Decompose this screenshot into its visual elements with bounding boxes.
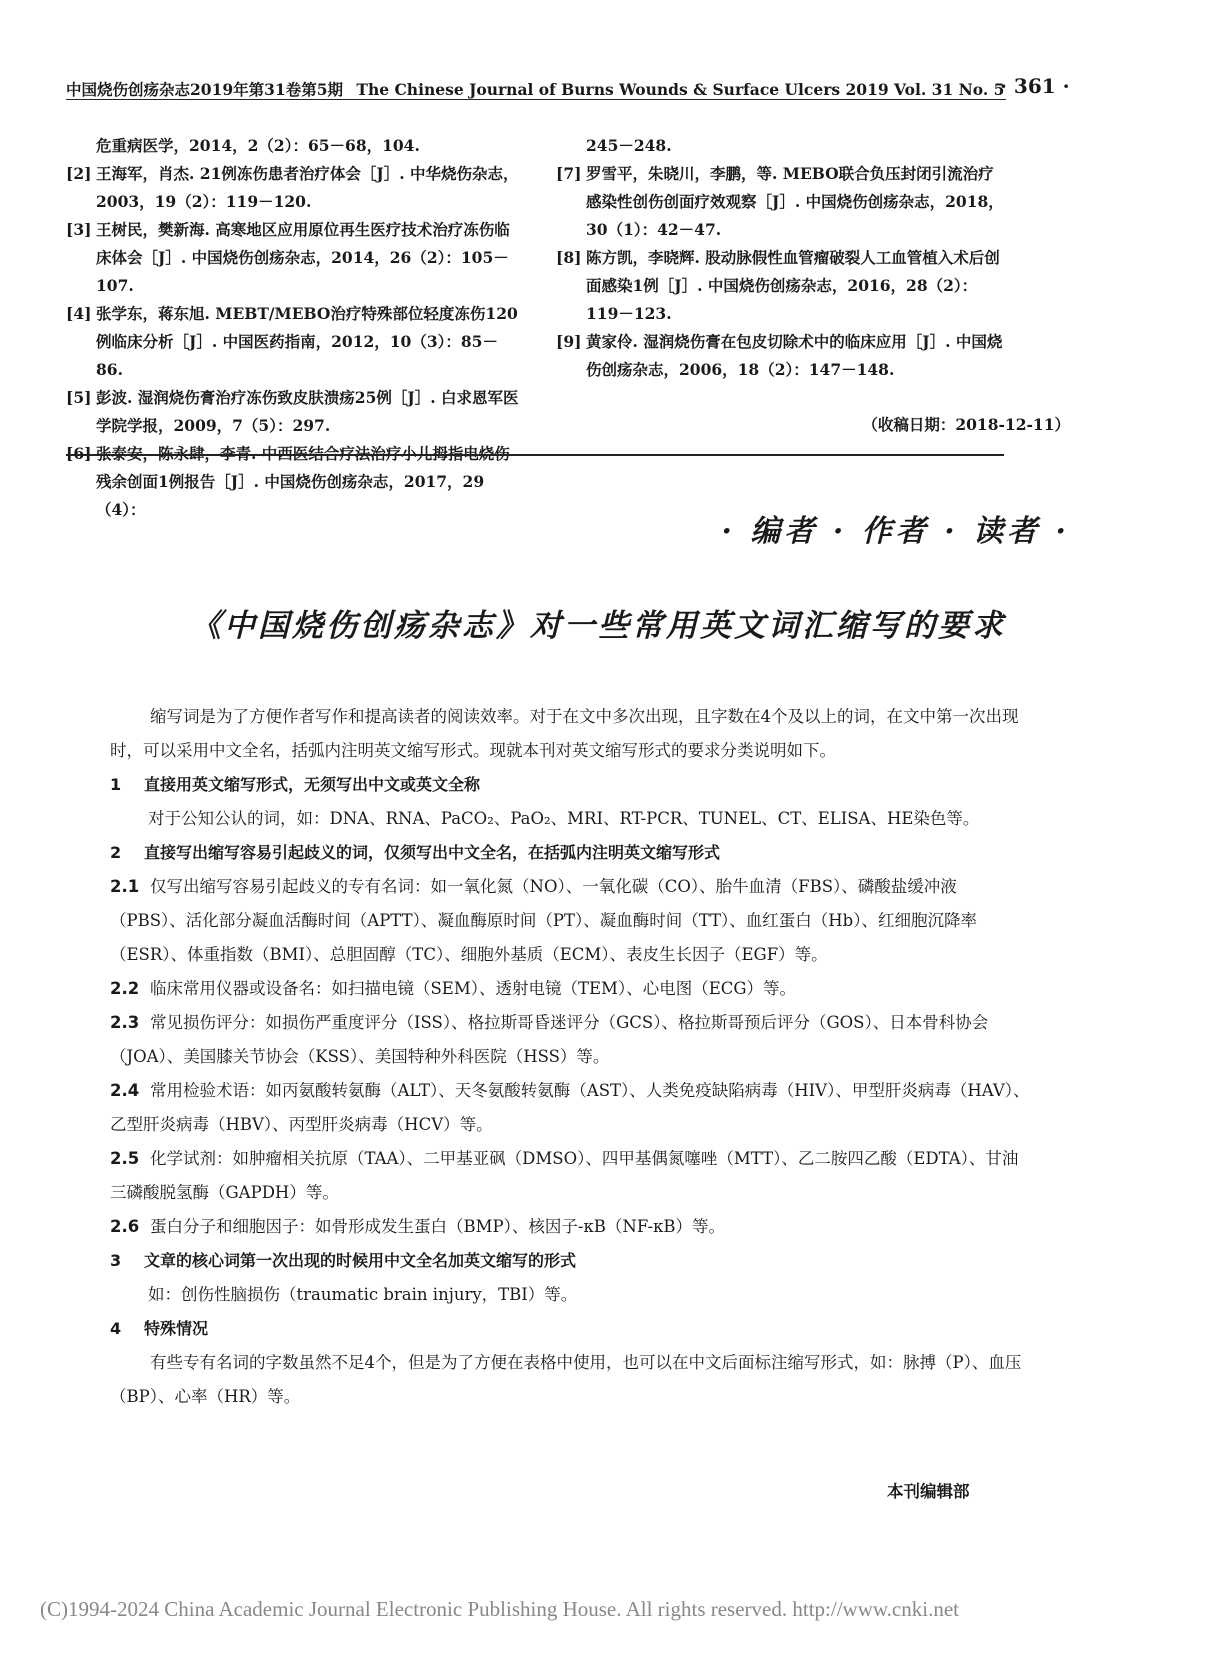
subsection-2-5: 2.5 化学试剂：如肿瘤相关抗原（TAA）、二甲基亚砜（DMSO）、四甲基偶氮噻唑（MTT）、乙二胺四乙酸（EDTA）、甘油三磷酸脱氢酶（GAPDH）等。 (110, 1149, 1019, 1202)
article-body (110, 700, 1030, 1414)
section-1-text: 对于公知公认的词，如：DNA、RNA、PaCO₂、PaO₂、MRI、RT-PCR、TUNEL、CT、ELISA、HE染色等。 (148, 809, 980, 828)
article-title: 《中国烧伤创疡杂志》对一些常用英文词汇缩写的要求 (190, 608, 1006, 644)
editorial-office-signature: 本刊编辑部 (887, 1482, 970, 1501)
references-left-column (66, 132, 521, 524)
copyright-footer: (C)1994-2024 China Academic Journal Electronic Publishing House. All rights reserved. http://www.cnki.net (40, 1597, 959, 1621)
subsection-2-2: 2.2 临床常用仪器或设备名：如扫描电镜（SEM）、透射电镜（TEM）、心电图（ECG）等。 (110, 979, 797, 998)
reference-item: [7] 罗雪平，朱晓川，李鹏，等. MEBO联合负压封闭引流治疗感染性创伤创面疗效观察［J］. 中国烧伤创疡杂志，2018，30（1）：42－47. (556, 164, 1004, 239)
subsection-2-6: 2.6 蛋白分子和细胞因子：如骨形成发生蛋白（BMP）、核因子-κB（NF-κB）等。 (110, 1217, 726, 1236)
section-heading-4: 4 特殊情况 (110, 1319, 209, 1338)
reference-item: [8] 陈方凯，李晓辉. 股动脉假性血管瘤破裂人工血管植入术后创面感染1例［J］. 中国烧伤创疡杂志，2016，28（2）：119－123. (556, 248, 1000, 323)
reference-item: 残余创面1例报告［J］. 中国烧伤创疡杂志，2017，29（4）： (96, 472, 485, 519)
section-3-text: 如：创伤性脑损伤（traumatic brain injury，TBI）等。 (148, 1285, 578, 1304)
reference-item: [5] 彭波. 湿润烧伤膏治疗冻伤致皮肤溃疡25例［J］. 白求恩军医学院学报，2009，7（5）：297. (66, 388, 519, 435)
references-right-column (556, 132, 1004, 384)
reference-item: [2] 王海军，肖杰. 21例冻伤患者治疗体会［J］. 中华烧伤杂志，2003，19（2）：119－120. (66, 164, 519, 211)
header-rule (66, 99, 1006, 100)
subsection-2-1: 2.1 仅写出缩写容易引起歧义的专有名词：如一氧化氮（NO）、一氧化碳（CO）、胎牛血清（FBS）、磷酸盐缓冲液（PBS）、活化部分凝血活酶时间（APTT）、凝血酶原时间（PT）、凝血酶时间（TT）、血红蛋白（Hb）、红细胞沉降率（ESR）、体重指数（BMI）、总胆固醇（TC）、细胞外基质（ECM）、表皮生长因子（EGF）等。 (110, 877, 977, 964)
journal-name-cn: 中国烧伤创疡杂志2019年第31卷第5期 (66, 80, 343, 99)
running-header (66, 78, 1004, 100)
reference-continuation: 危重病医学，2014，2（2）：65－68，104. (96, 136, 420, 155)
reference-item: [4] 张学东，蒋东旭. MEBT/MEBO治疗特殊部位轻度冻伤120例临床分析［J］. 中国医药指南，2012，10（3）：85－86. (66, 304, 518, 379)
section-title: · 编者 · 作者 · 读者 · (721, 514, 1070, 549)
section-4-text: 有些专有名词的字数虽然不足4个，但是为了方便在表格中使用，也可以在中文后面标注缩写形式，如：脉搏（P）、血压（BP）、心率（HR）等。 (110, 1353, 1022, 1406)
intro-paragraph: 缩写词是为了方便作者写作和提高读者的阅读效率。对于在文中多次出现，且字数在4个及以上的词，在文中第一次出现时，可以采用中文全名，括弧内注明英文缩写形式。现就本刊对英文缩写形式的要求分类说明如下。 (110, 707, 1019, 760)
section-heading-3: 3 文章的核心词第一次出现的时候用中文全名加英文缩写的形式 (110, 1251, 577, 1270)
page-number: · 361 · (1000, 74, 1070, 98)
reference-item: [3] 王树民，樊新海. 高寒地区应用原位再生医疗技术治疗冻伤临床体会［J］. 中国烧伤创疡杂志，2014，26（2）：105－107. (66, 220, 510, 295)
journal-name-en: The Chinese Journal of Burns Wounds & Surface Ulcers 2019 Vol. 31 No. 5 (356, 80, 1005, 99)
subsection-2-3: 2.3 常见损伤评分：如损伤严重度评分（ISS）、格拉斯哥昏迷评分（GCS）、格拉斯哥预后评分（GOS）、日本骨科协会（JOA）、美国膝关节协会（KSS）、美国特种外科医院（HSS）等。 (110, 1013, 989, 1066)
reference-continuation: 245－248. (586, 136, 672, 155)
section-heading-1: 1 直接用英文缩写形式，无须写出中文或英文全称 (110, 775, 481, 794)
received-date: （收稿日期：2018-12-11） (862, 415, 1070, 434)
reference-item: [9] 黄家伶. 湿润烧伤膏在包皮切除术中的临床应用［J］. 中国烧伤创疡杂志，2006，18（2）：147－148. (556, 332, 1003, 379)
section-divider (66, 454, 1004, 456)
subsection-2-4: 2.4 常用检验术语：如丙氨酸转氨酶（ALT）、天冬氨酸转氨酶（AST）、人类免疫缺陷病毒（HIV）、甲型肝炎病毒（HAV）、乙型肝炎病毒（HBV）、丙型肝炎病毒（HCV）等。 (110, 1081, 1030, 1134)
section-heading-2: 2 直接写出缩写容易引起歧义的词，仅须写出中文全名，在括弧内注明英文缩写形式 (110, 843, 721, 862)
